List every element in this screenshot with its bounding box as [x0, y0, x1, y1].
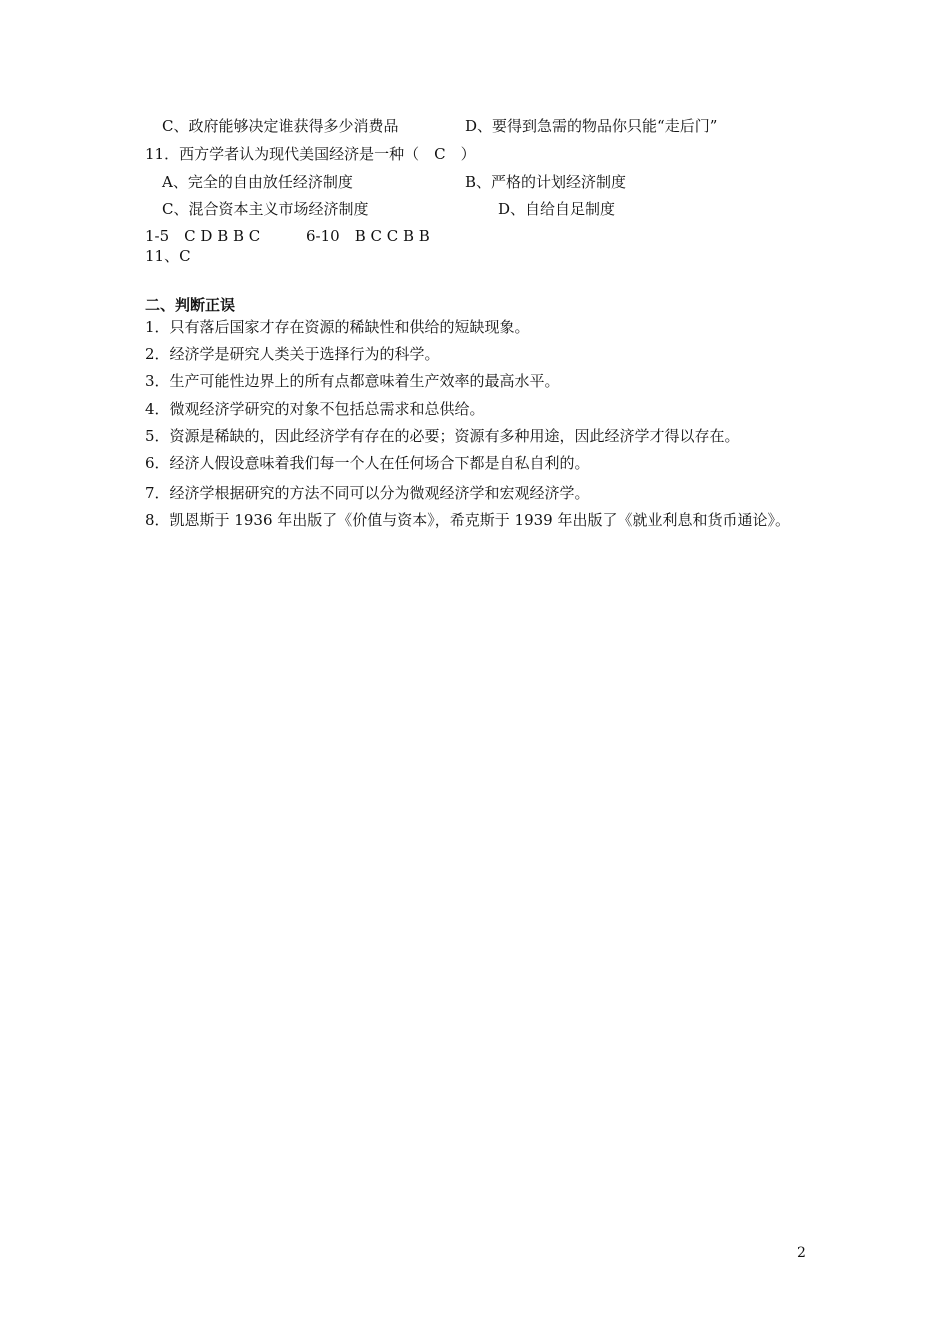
judgment-item-2: 2．经济学是研究人类关于选择行为的科学。: [145, 345, 440, 363]
q11-option-b: B、严格的计划经济制度: [465, 173, 627, 191]
page-number: 2: [797, 1245, 806, 1261]
q10-option-d: D、要得到急需的物品你只能“走后门”: [465, 117, 718, 135]
answers-1-5: 1-5 C D B B C: [145, 227, 261, 245]
q11-option-d: D、自给自足制度: [498, 200, 616, 218]
judgment-item-7: 7．经济学根据研究的方法不同可以分为微观经济学和宏观经济学。: [145, 484, 590, 502]
q11-option-a: A、完全的自由放任经济制度: [162, 173, 353, 191]
q11-option-c: C、混合资本主义市场经济制度: [162, 200, 369, 218]
judgment-item-8: 8．凯恩斯于 1936 年出版了《价值与资本》，希克斯于 1939 年出版了《就业利息和货币通论》。: [145, 511, 790, 529]
judgment-item-5: 5．资源是稀缺的，因此经济学有存在的必要；资源有多种用途，因此经济学才得以存在。: [145, 427, 740, 445]
judgment-item-6: 6．经济人假设意味着我们每一个人在任何场合下都是自私自利的。: [145, 454, 590, 472]
q11-stem: 11．西方学者认为现代美国经济是一种（ C ）: [145, 145, 476, 163]
answers-6-10: 6-10 B C C B B: [306, 227, 430, 245]
answer-11: 11、C: [145, 247, 191, 265]
judgment-item-1: 1．只有落后国家才存在资源的稀缺性和供给的短缺现象。: [145, 318, 530, 336]
section-2-title: 二、判断正误: [145, 296, 236, 314]
judgment-item-4: 4．微观经济学研究的对象不包括总需求和总供给。: [145, 400, 485, 418]
judgment-item-3: 3．生产可能性边界上的所有点都意味着生产效率的最高水平。: [145, 372, 560, 390]
q10-option-c: C、政府能够决定谁获得多少消费品: [162, 117, 399, 135]
